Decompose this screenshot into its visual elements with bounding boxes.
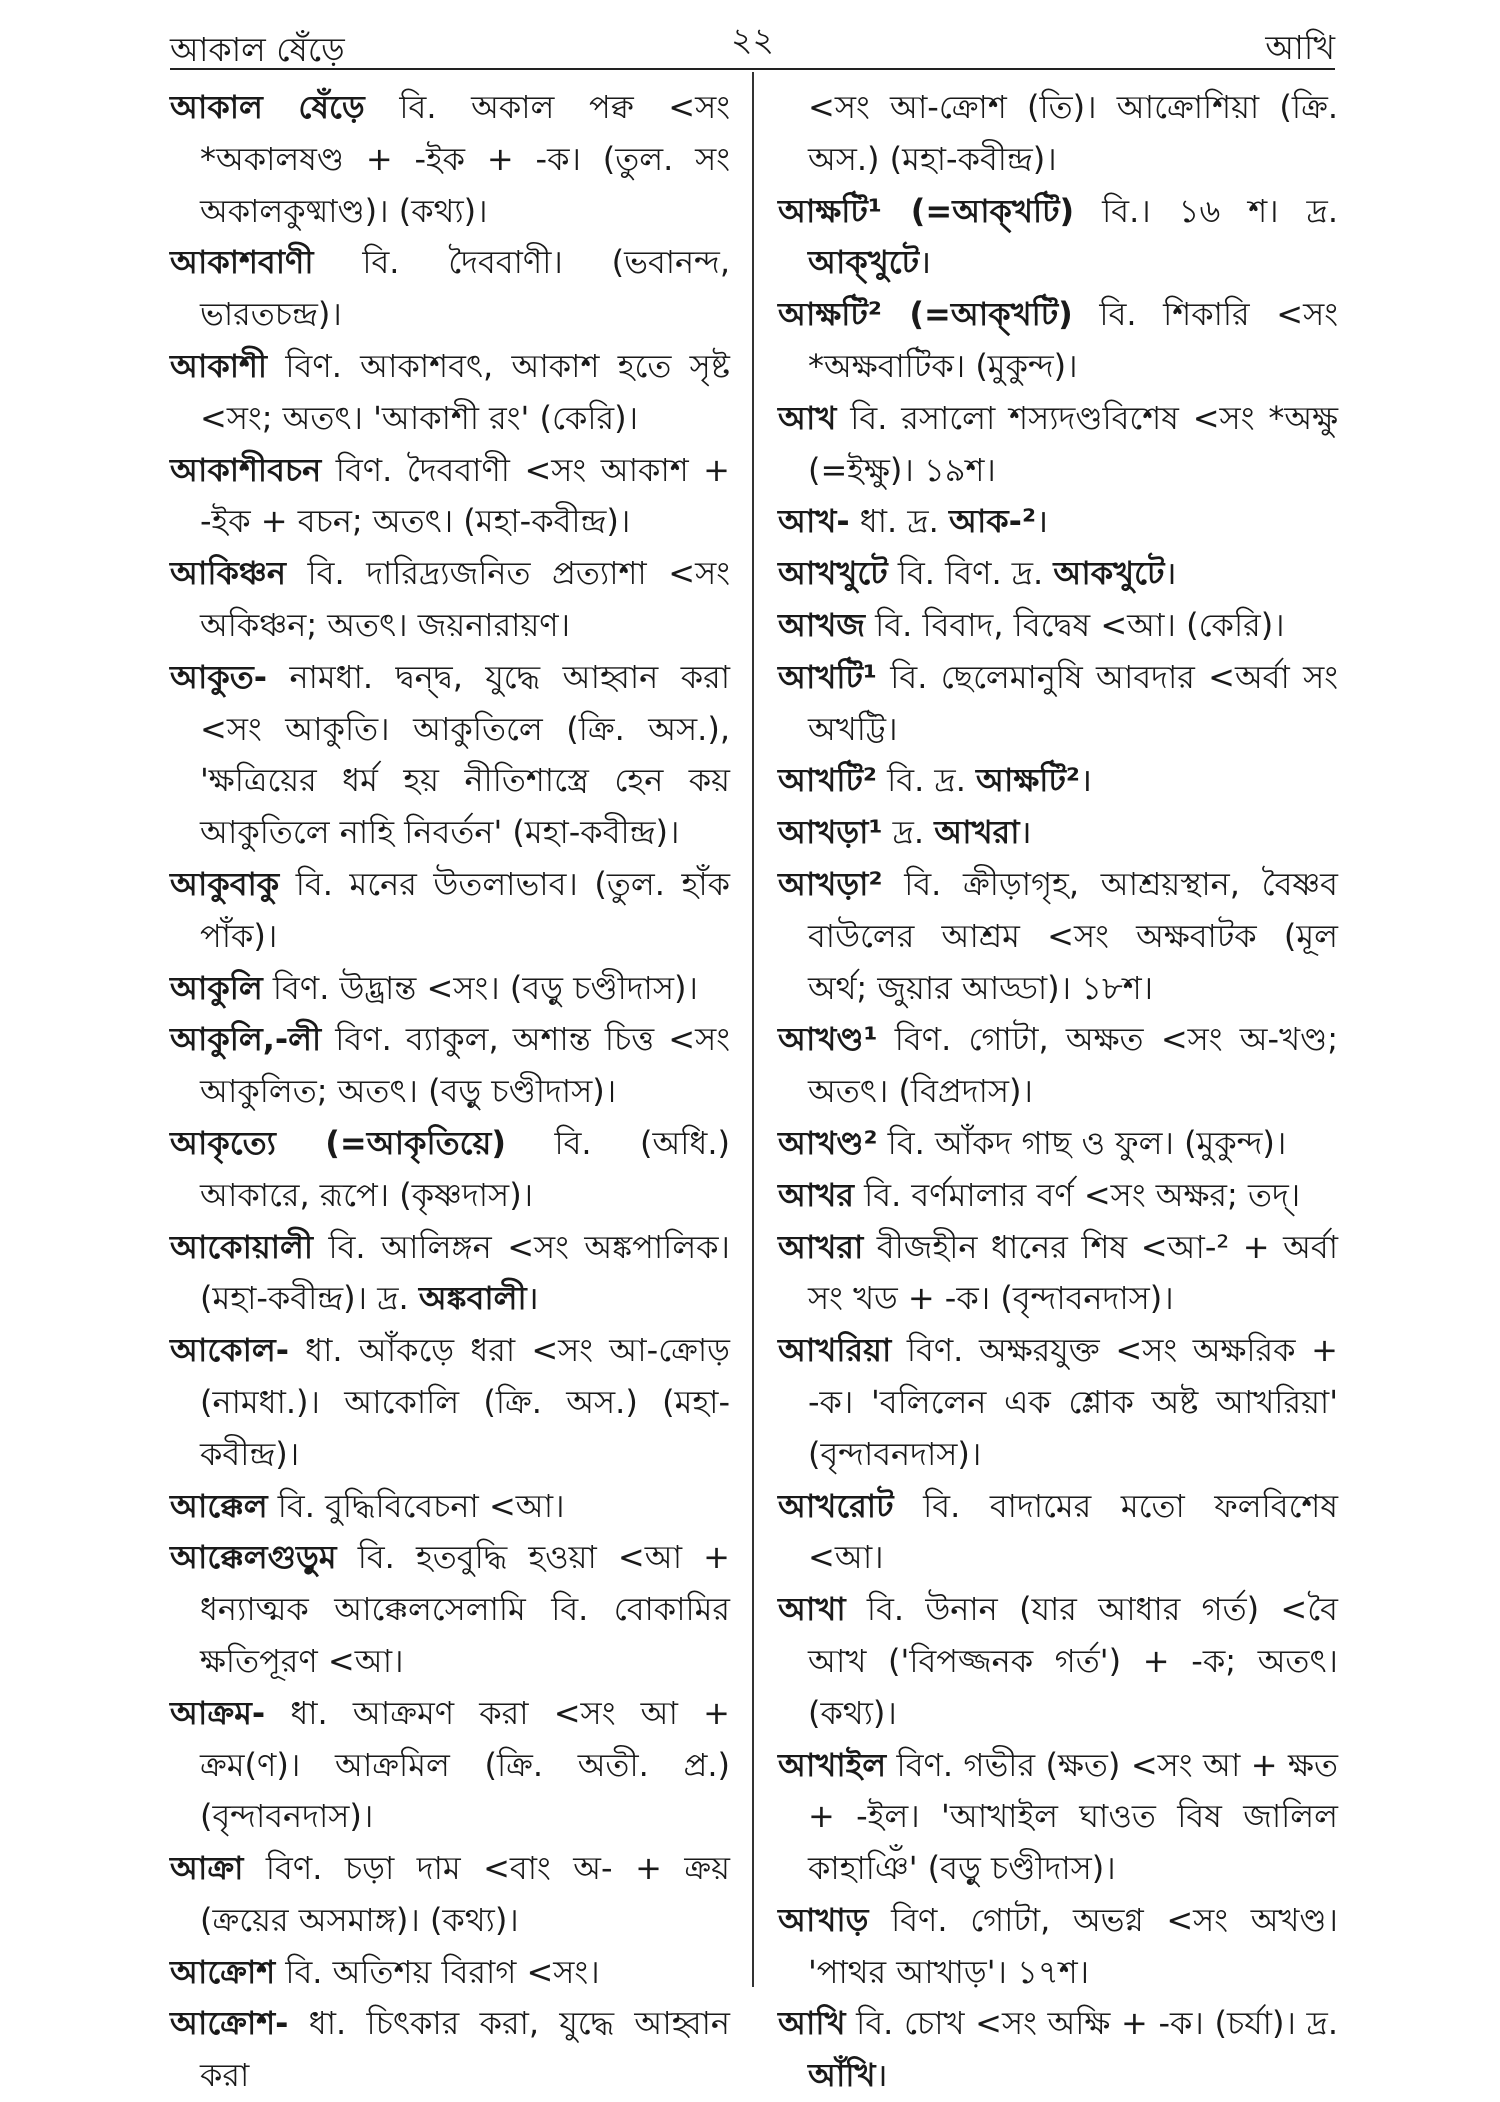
dictionary-entry: [170, 548, 730, 652]
headword: আকোয়ালী: [170, 1227, 313, 1266]
definition-text: বি. শিকারি <সং *অক্ষবাটিক। (মুকুন্দ)।: [808, 295, 1338, 385]
definition-text: বি. আঁকদ গাছ ও ফুল। (মুকুন্দ)।: [877, 1123, 1287, 1162]
headword: আকৃত্যে (=আকৃতিয়ে): [170, 1123, 506, 1162]
headword: আখাড়: [778, 1900, 869, 1939]
dictionary-entry: [778, 393, 1338, 497]
headword: আখণ্ড²: [778, 1123, 878, 1162]
headword: আখটি¹: [778, 657, 877, 696]
dictionary-entry: [170, 237, 730, 341]
headword: আকোল-: [170, 1331, 289, 1370]
dictionary-entry: [778, 1584, 1338, 1739]
headword: আখর: [778, 1175, 854, 1214]
definition-text: বি. আলিঙ্গন <সং অঙ্কপালিক। (মহা-কবীন্দ্র)। দ্র.: [200, 1227, 730, 1318]
dictionary-entry: [170, 1843, 730, 1947]
dictionary-entry: [170, 1325, 730, 1480]
headword: আখা: [778, 1590, 846, 1629]
headword: আক্ষটি² (=আক্‌খটি): [778, 295, 1073, 334]
definition-text: বিণ. আকাশবৎ, আকাশ হতে সৃষ্ট <সং; অতৎ। 'আকাশী রং' (কেরি)।: [200, 346, 730, 437]
definition-text: বিণ. অক্ষরযুক্ত <সং অক্ষরিক + -ক। 'বলিলেন এক শ্লোক অষ্ট আখরিয়া' (বৃন্দাবনদাস)।: [808, 1331, 1338, 1473]
definition-text: বি. রসালো শস্যদণ্ডবিশেষ <সং *অক্ষু (=ইক্ষু)। ১৯শ।: [808, 398, 1338, 489]
column-divider: [752, 72, 754, 1987]
dictionary-entry: [778, 1740, 1338, 1895]
definition-text: বি. বর্ণমালার বর্ণ <সং অক্ষর; তদ্।: [853, 1175, 1301, 1214]
definition-tail: ।: [919, 243, 932, 282]
dictionary-entry: [778, 1222, 1338, 1326]
cross-reference: আক-²: [948, 502, 1036, 541]
cross-reference: আক্ষটি²: [976, 761, 1080, 800]
dictionary-entry: [170, 1481, 730, 1533]
definition-text: বি. বিবাদ, বিদ্বেষ <আ। (কেরি)।: [864, 605, 1285, 644]
definition-text: বি. ছেলেমানুষি আবদার <অর্বা সং অখট্টি।: [808, 657, 1338, 748]
definition-text: <সং আ-ক্রোশ (তি)। আক্রোশিয়া (ক্রি. অস.) (মহা-কবীন্দ্র)।: [808, 88, 1338, 178]
dictionary-entry: [170, 1532, 730, 1687]
definition-text: বি. (অধি.) আকারে, রূপে। (কৃষ্ণদাস)।: [200, 1123, 730, 1214]
cross-reference: আকখুটে: [1053, 554, 1165, 593]
dictionary-entry: [778, 82, 1338, 186]
headword: আখজ: [778, 605, 865, 644]
dictionary-entry: [778, 652, 1338, 756]
headword: আকাল ষেঁড়ে: [170, 88, 365, 126]
dictionary-entry: [170, 445, 730, 549]
dictionary-entry: [170, 341, 730, 445]
dictionary-entry: [778, 1895, 1338, 1999]
headword: আখরা: [778, 1227, 864, 1266]
headword: আক্রম-: [170, 1693, 266, 1732]
headword: আক্ষটি¹ (=আক্‌খটি): [778, 191, 1075, 230]
definition-text: নামধা. দ্বন্দ্ব, যুদ্ধে আহ্বান করা <সং আকুতি। আকুতিলে (ক্রি. অস.), 'ক্ষত্রিয়ের ধর্ম হয় নীতিশাস্ত্রে হেন কয় আকুতিলে নাহি নিবর্তন' (মহা-কবীন্দ্র)।: [200, 657, 730, 852]
cross-reference: আক্‌খুটে: [808, 243, 920, 282]
headword: আখি: [778, 2004, 846, 2043]
definition-text: বি.। ১৬ শ। দ্র.: [1074, 191, 1338, 230]
dictionary-entry: [778, 186, 1338, 290]
headword: আখখুটে: [778, 554, 888, 593]
headword: আখটি²: [778, 761, 877, 800]
definition-text: বি. অকাল পক্ব <সং *অকালষণ্ড + -ইক + -ক। (তুল. সং অকালকুষ্মাণ্ড)। (কথ্য)।: [200, 88, 731, 230]
page-number: ২২: [731, 20, 774, 59]
dictionary-entry: [778, 496, 1338, 548]
header-rule: [170, 68, 1335, 70]
definition-text: বি. বাদামের মতো ফলবিশেষ <আ।: [808, 1486, 1338, 1577]
dictionary-entry: [778, 859, 1338, 1014]
dictionary-entry: [170, 963, 730, 1015]
definition-text: বিণ. দৈববাণী <সং আকাশ + -ইক + বচন; অতৎ। (মহা-কবীন্দ্র)।: [200, 450, 730, 541]
dictionary-entry: [170, 82, 730, 237]
headword: আকুবাকু: [170, 864, 280, 903]
headword: আকিঞ্চন: [170, 554, 286, 593]
definition-text: বিণ. উদ্ভ্রান্ত <সং। (বড়ু চণ্ডীদাস)।: [262, 968, 698, 1007]
definition-text: বি. উনান (যার আধার গর্ত) <বৈ আখ ('বিপজ্জনক গর্ত') + -ক; অতৎ। (কথ্য)।: [808, 1590, 1338, 1732]
left-column: [170, 82, 730, 2102]
definition-text: বিণ. গভীর (ক্ষত) <সং আ + ক্ষত + -ইল। 'আখাইল ঘাওত বিষ জালিল কাহাঞিঁ' (বড়ু চণ্ডীদাস)।: [808, 1745, 1338, 1888]
headword: আখড়া²: [778, 864, 883, 903]
definition-text: বি. দৈববাণী। (ভবানন্দ, ভারতচন্দ্র)।: [200, 243, 730, 334]
dictionary-entry: [778, 1481, 1338, 1585]
cross-reference: আখরা: [934, 813, 1020, 852]
definition-text: বি. বিণ. দ্র.: [887, 554, 1054, 593]
definition-tail: ।: [1035, 502, 1049, 541]
dictionary-entry: [778, 1998, 1338, 2102]
definition-text: বি. দ্র.: [876, 761, 977, 800]
definition-text: বি. বুদ্ধিবিবেচনা <আ।: [267, 1486, 565, 1525]
dictionary-entry: [778, 807, 1338, 859]
definition-text: বিণ. ব্যাকুল, অশান্ত চিত্ত <সং আকুলিত; অতৎ। (বড়ু চণ্ডীদাস)।: [200, 1020, 730, 1111]
dictionary-entry: [778, 1325, 1338, 1480]
headword: আক্কেলগুড়ুম: [170, 1538, 337, 1577]
dictionary-entry: [170, 1688, 730, 1843]
dictionary-entry: [778, 548, 1338, 600]
definition-text: বিণ. গোটা, অভগ্ন <সং অখণ্ড। 'পাথর আখাড়'। ১৭শ।: [808, 1900, 1338, 1991]
headword: আকাশী: [170, 346, 268, 385]
headword: আকুলি: [170, 968, 263, 1007]
cross-reference: অঙ্কবালী: [418, 1279, 527, 1318]
dictionary-entry: [778, 1014, 1338, 1118]
definition-text: দ্র.: [882, 813, 935, 852]
headword: আখ-: [778, 502, 850, 541]
headword: আক্রা: [170, 1849, 244, 1888]
definition-text: ধা. দ্র.: [849, 502, 949, 541]
headword: আকাশীবচন: [170, 450, 322, 489]
definition-text: ধা. আঁকড়ে ধরা <সং আ-ক্রোড় (নামধা.)। আকোলি (ক্রি. অস.) (মহা-কবীন্দ্র)।: [200, 1331, 730, 1473]
definition-text: বিণ. চড়া দাম <বাং অ- + ক্রয় (ক্রয়ের অসমাঙ্গ)। (কথ্য)।: [200, 1849, 730, 1939]
definition-text: বি. অতিশয় বিরাগ <সং।: [275, 1952, 600, 1991]
definition-text: ধা. চিৎকার করা, যুদ্ধে আহ্বান করা: [200, 2004, 730, 2095]
headword: আক্রোশ-: [170, 2004, 289, 2043]
dictionary-entry: [778, 1118, 1338, 1170]
headword: আকুলি,-লী: [170, 1020, 322, 1059]
definition-tail: ।: [1019, 813, 1032, 852]
headword: আক্কেল: [170, 1486, 268, 1525]
right-column: [778, 82, 1338, 2102]
dictionary-entry: [170, 1998, 730, 2102]
dictionary-entry: [778, 755, 1338, 807]
definition-tail: ।: [1079, 761, 1093, 800]
headword: আখণ্ড¹: [778, 1020, 878, 1059]
dictionary-entry: [170, 1947, 730, 1999]
definition-text: বি. হতবুদ্ধি হওয়া <আ + ধন্যাত্মক আক্কেলসেলামি বি. বোকামির ক্ষতিপূরণ <আ।: [200, 1538, 730, 1680]
definition-text: বি. দারিদ্র্যজনিত প্রত্যাশা <সং অকিঞ্চন; অতৎ। জয়নারায়ণ।: [200, 554, 730, 644]
dictionary-entry: [170, 1014, 730, 1118]
headword: আখড়া¹: [778, 813, 883, 852]
dictionary-entry: [170, 1222, 730, 1326]
right-guide-word: আখি: [1265, 28, 1335, 67]
headword: আকুত-: [170, 657, 268, 696]
cross-reference: আঁখি: [808, 2056, 876, 2095]
dictionary-entry: [170, 1118, 730, 1222]
definition-text: বিণ. গোটা, অক্ষত <সং অ-খণ্ড; অতৎ। (বিপ্রদাস)।: [808, 1020, 1338, 1111]
dictionary-entry: [778, 600, 1338, 652]
definition-text: বি. চোখ <সং অক্ষি + -ক। (চর্যা)। দ্র.: [845, 2004, 1338, 2043]
headword: আখাইল: [778, 1745, 887, 1784]
definition-tail: ।: [1164, 554, 1177, 593]
headword: আকাশবাণী: [170, 243, 314, 282]
dictionary-entry: [170, 652, 730, 859]
definition-text: বি. ক্রীড়াগৃহ, আশ্রয়স্থান, বৈষ্ণব বাউলের আশ্রম <সং অক্ষবাটক (মূল অর্থ; জুয়ার আড্ডা)। ১৮শ।: [808, 864, 1338, 1007]
dictionary-entry: [778, 289, 1338, 393]
headword: আক্রোশ: [170, 1952, 276, 1991]
definition-tail: ।: [526, 1279, 539, 1318]
headword: আখরোট: [778, 1486, 894, 1525]
headword: আখরিয়া: [778, 1331, 892, 1370]
headword: আখ: [778, 398, 837, 437]
definition-tail: ।: [875, 2056, 888, 2095]
left-guide-word: আকাল ষেঁড়ে: [170, 30, 345, 69]
definition-text: বি. মনের উতলাভাব। (তুল. হাঁক পাঁক)।: [200, 864, 730, 955]
definition-text: বীজহীন ধানের শিষ <আ-² + অর্বা সং খড + -ক। (বৃন্দাবনদাস)।: [808, 1227, 1338, 1318]
dictionary-entry: [170, 859, 730, 963]
dictionary-entry: [778, 1170, 1338, 1222]
definition-text: ধা. আক্রমণ করা <সং আ + ক্রম(ণ)। আক্রমিল (ক্রি. অতী. প্র.) (বৃন্দাবনদাস)।: [200, 1693, 730, 1836]
page-header: [170, 18, 1335, 70]
